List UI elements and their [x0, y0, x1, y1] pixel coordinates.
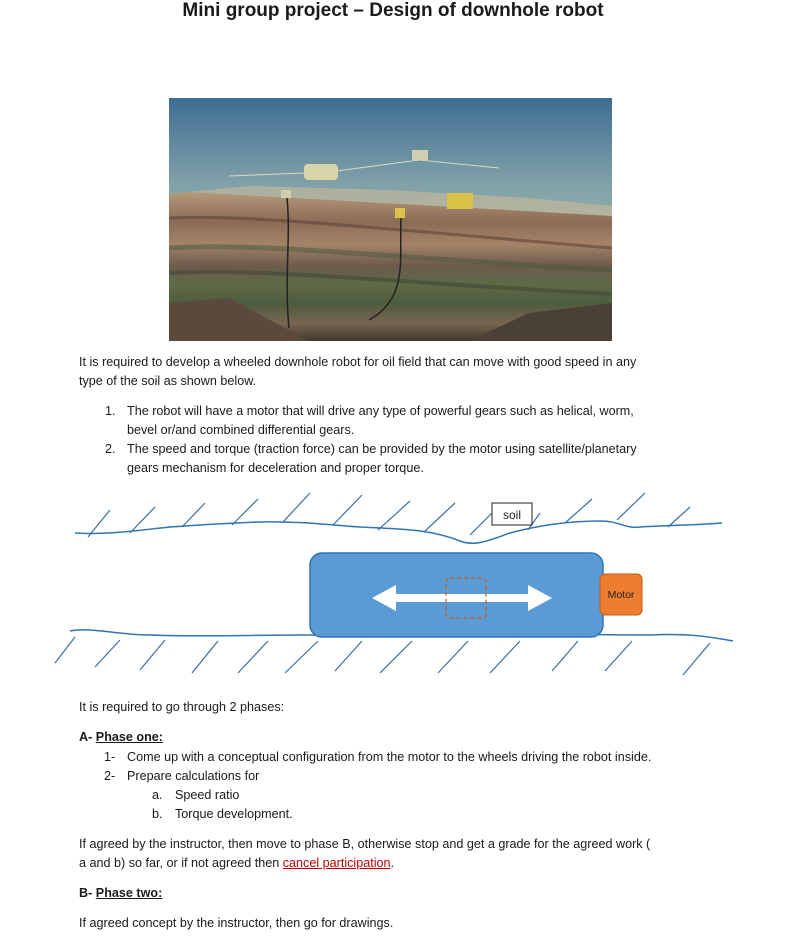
sub-item-number: b. [152, 807, 163, 821]
agree-line-2-end: . [390, 856, 395, 870]
page-title: Mini group project – Design of downhole robot [182, 0, 604, 21]
phases-intro: It is required to go through 2 phases: [79, 700, 285, 714]
lower-hatch [55, 637, 710, 675]
list-item-text: The robot will have a motor that will drive any type of powerful gears such as helical, worm, [127, 404, 634, 418]
sub-item-text: Speed ratio [175, 788, 240, 802]
phase-b-prefix: B- [79, 886, 93, 900]
list-item-number: 1. [105, 404, 116, 418]
soil-label: soil [502, 508, 522, 522]
phase-a-heading [79, 728, 163, 747]
list-item-number: 2. [105, 442, 116, 456]
phase-b-title: Phase two: [95, 886, 163, 900]
phase-a-prefix: A- [79, 730, 93, 744]
agree-line-2-text: a and b) so far, or if not agreed then [79, 856, 283, 870]
sub-item-number: a. [152, 788, 163, 802]
list-item-text: gears mechanism for deceleration and proper torque. [127, 461, 424, 475]
list-item-number: 2- [104, 769, 116, 783]
sub-item-text: Torque development. [175, 807, 293, 821]
cancel-participation-link[interactable]: cancel participation [282, 856, 391, 870]
list-item-text: Come up with a conceptual configuration from the motor to the wheels driving the robot inside. [127, 750, 652, 764]
agree-line-2 [79, 854, 394, 873]
list-item-number: 1- [104, 750, 116, 764]
upper-hatch [88, 493, 690, 537]
robot-soil-diagram [0, 485, 786, 685]
agree-line-1: If agreed by the instructor, then move to phase B, otherwise stop and get a grade for the agreed work ( [79, 837, 651, 851]
intro-line-1: It is required to develop a wheeled downhole robot for oil field that can move with good speed in any [79, 355, 637, 369]
final-line: If agreed concept by the instructor, then go for drawings. [79, 916, 394, 930]
list-item-text: Prepare calculations for [127, 769, 260, 783]
oil-field-illustration [169, 98, 612, 341]
list-item-text: The speed and torque (traction force) can be provided by the motor using satellite/planetary [127, 442, 637, 456]
list-item-text: bevel or/and combined differential gears. [127, 423, 355, 437]
motor-label: Motor [607, 589, 635, 601]
upper-soil-boundary [75, 521, 722, 543]
phase-b-heading [79, 884, 162, 903]
phase-a-title: Phase one: [95, 730, 163, 744]
intro-line-2: type of the soil as shown below. [79, 374, 257, 388]
